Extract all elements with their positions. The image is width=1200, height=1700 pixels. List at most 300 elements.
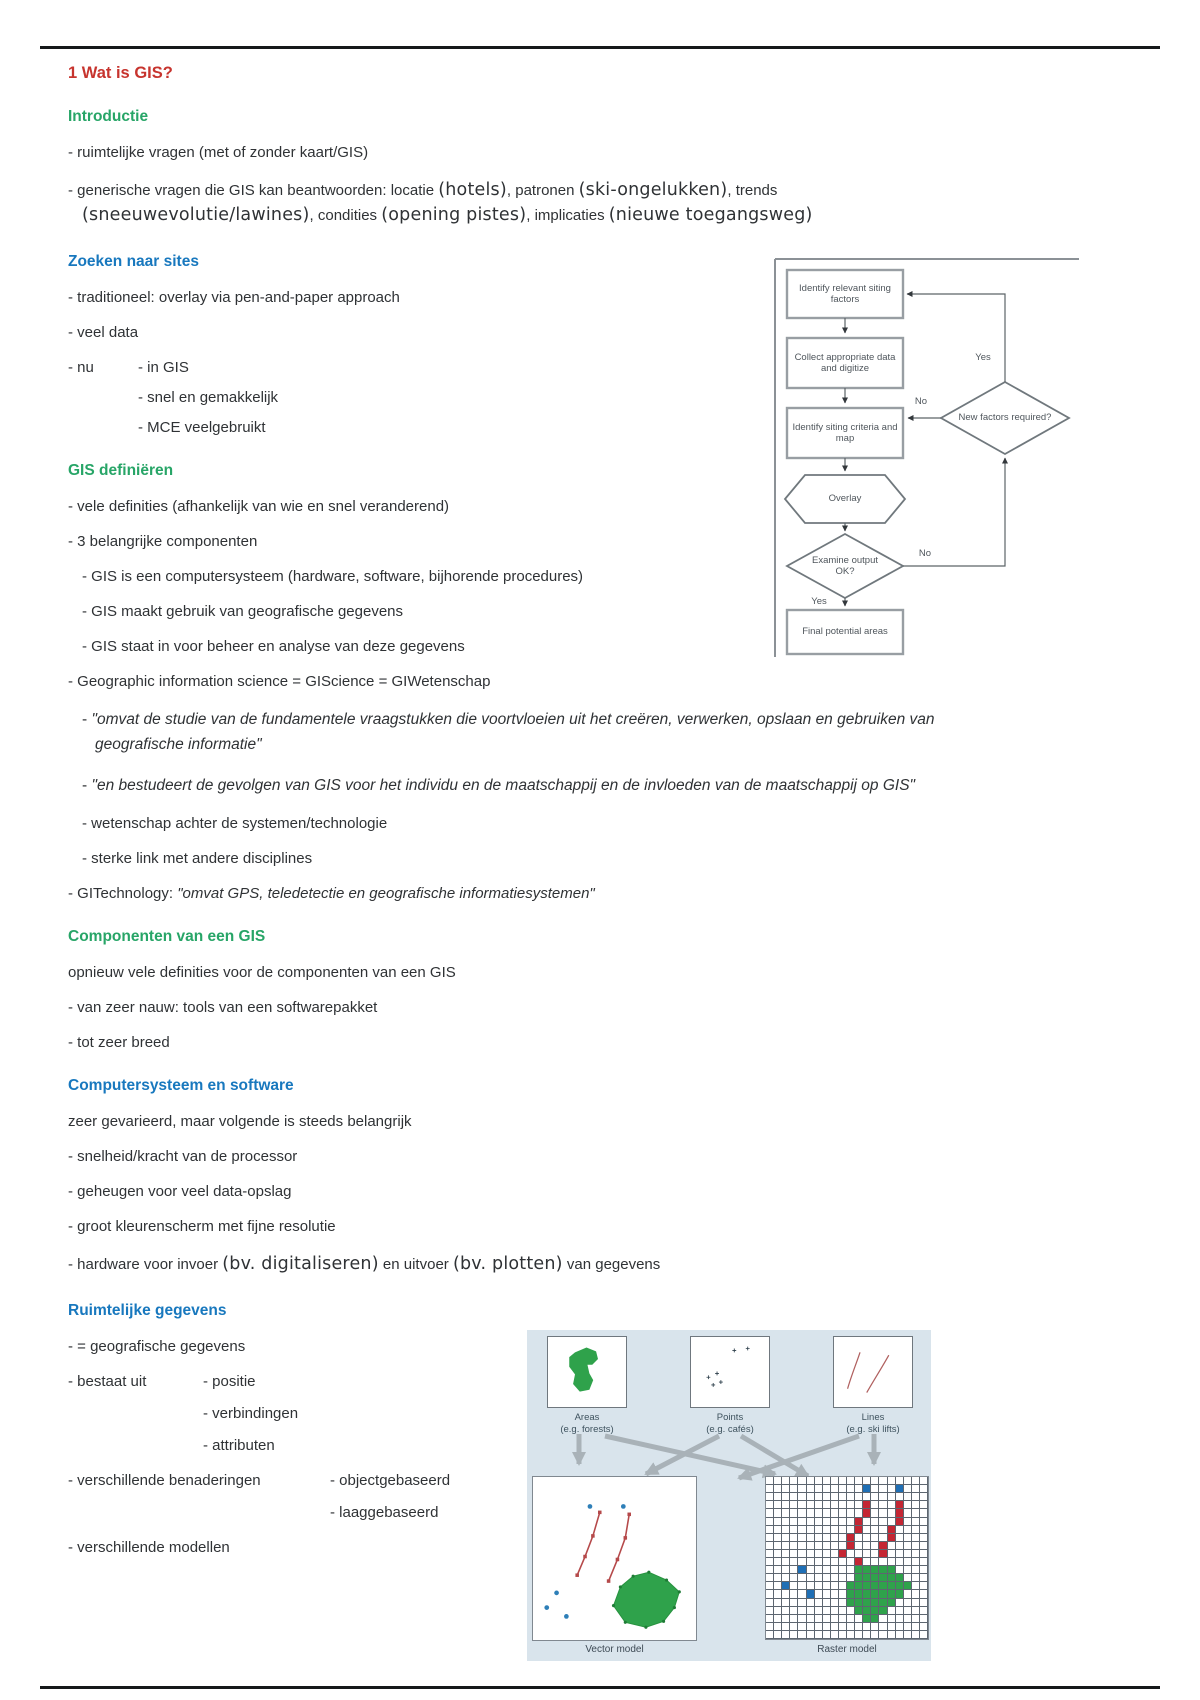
raster-cell — [831, 1534, 839, 1542]
raster-cell — [896, 1493, 904, 1501]
raster-cell — [920, 1477, 928, 1485]
raster-cell — [823, 1582, 831, 1590]
raster-cell — [896, 1550, 904, 1558]
raster-cell — [904, 1615, 912, 1623]
raster-cell — [920, 1623, 928, 1631]
raster-cell — [831, 1607, 839, 1615]
raster-cell — [871, 1493, 879, 1501]
raster-cell — [904, 1518, 912, 1526]
raster-cell — [888, 1550, 896, 1558]
raster-cell — [782, 1518, 790, 1526]
raster-cell — [855, 1631, 863, 1639]
raster-cell — [815, 1599, 823, 1607]
raster-cell — [847, 1550, 855, 1558]
raster-cell — [798, 1509, 806, 1517]
raster-cell — [798, 1615, 806, 1623]
raster-cell — [782, 1534, 790, 1542]
raster-cell — [766, 1558, 774, 1566]
raster-cell — [879, 1501, 887, 1509]
raster-cell — [847, 1526, 855, 1534]
raster-cell — [888, 1542, 896, 1550]
raster-cell — [871, 1599, 879, 1607]
sub-bullet-attributen: - attributen — [203, 1437, 275, 1454]
raster-cell — [807, 1574, 815, 1582]
raster-cell — [879, 1542, 887, 1550]
raster-cell — [912, 1558, 920, 1566]
raster-cell — [912, 1509, 920, 1517]
raster-cell — [847, 1558, 855, 1566]
raster-cell — [831, 1485, 839, 1493]
bullet-nu-label: - nu — [68, 359, 94, 376]
raster-cell — [774, 1631, 782, 1639]
raster-cell — [847, 1574, 855, 1582]
raster-cell — [904, 1526, 912, 1534]
raster-cell — [766, 1631, 774, 1639]
raster-cell — [774, 1526, 782, 1534]
raster-cell — [912, 1477, 920, 1485]
raster-cell — [790, 1542, 798, 1550]
raster-cell — [863, 1542, 871, 1550]
raster-cell — [879, 1509, 887, 1517]
raster-cell — [847, 1509, 855, 1517]
raster-cell — [920, 1615, 928, 1623]
raster-cell — [855, 1558, 863, 1566]
raster-cell — [855, 1590, 863, 1598]
raster-cell — [871, 1582, 879, 1590]
vector-model-panel — [532, 1476, 697, 1641]
bullet-bestaat-label: - bestaat uit — [68, 1373, 147, 1390]
raster-cell — [831, 1582, 839, 1590]
raster-cell — [879, 1558, 887, 1566]
raster-cell — [896, 1615, 904, 1623]
raster-cell — [888, 1493, 896, 1501]
raster-cell — [782, 1574, 790, 1582]
heading-zoeken-naar-sites: Zoeken naar sites — [68, 253, 199, 270]
page-title: 1 Wat is GIS? — [68, 64, 173, 82]
raster-cell — [912, 1574, 920, 1582]
vector-lines — [577, 1512, 629, 1581]
raster-cell — [871, 1534, 879, 1542]
raster-cell — [790, 1607, 798, 1615]
raster-cell — [831, 1623, 839, 1631]
raster-cell — [807, 1582, 815, 1590]
sub-bullet-geografische-gegevens: - GIS maakt gebruik van geografische gegevens — [82, 603, 404, 620]
raster-cell — [888, 1574, 896, 1582]
raster-cell — [815, 1607, 823, 1615]
raster-cell — [904, 1607, 912, 1615]
raster-cell — [839, 1534, 847, 1542]
text-segment: "en bestudeert de gevolgen van GIS voor het individu en de maatschappij en de invloeden van de maatschappij op GIS" — [91, 777, 916, 794]
raster-cell — [823, 1566, 831, 1574]
raster-cell — [782, 1477, 790, 1485]
raster-cell — [782, 1526, 790, 1534]
bullet-giscience: - Geographic information science = GIScience = GIWetenschap — [68, 673, 491, 690]
raster-cell — [798, 1558, 806, 1566]
green-area-blob — [569, 1348, 598, 1392]
raster-cell — [823, 1542, 831, 1550]
raster-cell — [920, 1526, 928, 1534]
areas-caption-label: Areas — [574, 1412, 600, 1423]
raster-cell — [920, 1493, 928, 1501]
text-segment: - — [82, 711, 92, 728]
raster-cell — [782, 1615, 790, 1623]
raster-cell — [790, 1501, 798, 1509]
quote-en-bestudeert — [68, 773, 948, 798]
raster-cell — [839, 1566, 847, 1574]
raster-cell — [904, 1558, 912, 1566]
raster-cell — [831, 1509, 839, 1517]
raster-cell — [863, 1477, 871, 1485]
raster-cell — [839, 1477, 847, 1485]
raster-cell — [807, 1493, 815, 1501]
lines-sample-box — [833, 1336, 913, 1408]
raster-cell — [807, 1623, 815, 1631]
raster-cell — [815, 1534, 823, 1542]
raster-cell — [790, 1534, 798, 1542]
raster-cell — [839, 1631, 847, 1639]
raster-cell — [823, 1477, 831, 1485]
raster-cell — [831, 1493, 839, 1501]
raster-cell — [920, 1534, 928, 1542]
points-sample-box — [690, 1336, 770, 1408]
raster-cell — [766, 1615, 774, 1623]
bullet-gitechnology — [68, 884, 1080, 903]
raster-cell — [863, 1518, 871, 1526]
raster-cell — [839, 1493, 847, 1501]
raster-cell — [904, 1509, 912, 1517]
bullet-snelheid: - snelheid/kracht van de processor — [68, 1148, 298, 1165]
raster-cell — [912, 1485, 920, 1493]
raster-cell — [782, 1582, 790, 1590]
raster-cell — [920, 1550, 928, 1558]
raster-cell — [888, 1623, 896, 1631]
sub-bullet-in-gis: - in GIS — [138, 359, 189, 376]
raster-cell — [896, 1574, 904, 1582]
raster-cell — [847, 1599, 855, 1607]
raster-cell — [847, 1623, 855, 1631]
raster-cell — [766, 1493, 774, 1501]
raster-cell — [847, 1501, 855, 1509]
raster-cell — [888, 1590, 896, 1598]
raster-cell — [807, 1558, 815, 1566]
raster-cell — [766, 1607, 774, 1615]
raster-cell — [831, 1566, 839, 1574]
bullet-kleurenscherm: - groot kleurenscherm met fijne resolutie — [68, 1218, 336, 1235]
raster-cell — [839, 1582, 847, 1590]
raster-cell — [847, 1631, 855, 1639]
raster-cell — [847, 1477, 855, 1485]
raster-cell — [912, 1615, 920, 1623]
raster-cell — [774, 1509, 782, 1517]
raster-cell — [790, 1558, 798, 1566]
text-segment: , condities — [309, 207, 382, 224]
raster-cell — [790, 1590, 798, 1598]
raster-cell — [823, 1534, 831, 1542]
flowchart-label-examine-output: Examine output OK? — [811, 554, 878, 577]
raster-cell — [807, 1485, 815, 1493]
raster-cell — [847, 1566, 855, 1574]
raster-cell — [896, 1558, 904, 1566]
text-segment: - generische vragen die GIS kan beantwoorden: locatie — [68, 182, 439, 199]
raster-cell — [839, 1518, 847, 1526]
raster-cell — [782, 1590, 790, 1598]
vector-model-graphic — [533, 1477, 695, 1639]
raster-cell — [879, 1623, 887, 1631]
raster-cell — [879, 1599, 887, 1607]
raster-cell — [839, 1558, 847, 1566]
raster-cell — [774, 1574, 782, 1582]
raster-cell — [879, 1477, 887, 1485]
sub-bullet-objectgebaseerd: - objectgebaseerd — [330, 1472, 451, 1489]
text-segment: , implicaties — [526, 207, 609, 224]
text-segment: en uitvoer — [378, 1256, 453, 1273]
raster-cell — [863, 1599, 871, 1607]
sub-bullet-beheer-analyse: - GIS staat in voor beheer en analyse van deze gegevens — [82, 638, 465, 655]
raster-cell — [782, 1566, 790, 1574]
raster-cell — [823, 1623, 831, 1631]
raster-cell — [831, 1574, 839, 1582]
raster-cell — [879, 1607, 887, 1615]
vector-area-polygon — [614, 1572, 680, 1627]
flowchart-tag-yes-top: Yes — [975, 352, 991, 363]
raster-cell — [766, 1599, 774, 1607]
raster-cell — [920, 1574, 928, 1582]
raster-cell — [920, 1518, 928, 1526]
raster-cell — [815, 1582, 823, 1590]
raster-cell — [879, 1534, 887, 1542]
raster-cell — [823, 1631, 831, 1639]
raster-cell — [798, 1485, 806, 1493]
raster-cell — [815, 1485, 823, 1493]
raster-cell — [766, 1534, 774, 1542]
raster-cell — [912, 1518, 920, 1526]
raster-cell — [815, 1574, 823, 1582]
raster-cell — [904, 1542, 912, 1550]
raster-cell — [912, 1607, 920, 1615]
raster-cell — [790, 1509, 798, 1517]
areas-sample-box — [547, 1336, 627, 1408]
raster-cell — [823, 1558, 831, 1566]
raster-cell — [920, 1509, 928, 1517]
raster-cell — [888, 1526, 896, 1534]
raster-cell — [871, 1501, 879, 1509]
raster-cell — [766, 1566, 774, 1574]
bottom-rule — [40, 1686, 1160, 1689]
raster-cell — [863, 1582, 871, 1590]
raster-cell — [798, 1631, 806, 1639]
raster-cell — [896, 1590, 904, 1598]
raster-cell — [879, 1582, 887, 1590]
raster-cell — [904, 1590, 912, 1598]
sub-bullet-positie: - positie — [203, 1373, 256, 1390]
vector-points — [544, 1504, 625, 1619]
raster-cell — [766, 1526, 774, 1534]
raster-cell — [839, 1509, 847, 1517]
raster-cell — [798, 1566, 806, 1574]
raster-cell — [831, 1542, 839, 1550]
raster-cell — [904, 1623, 912, 1631]
raster-cell — [815, 1542, 823, 1550]
raster-cell — [798, 1477, 806, 1485]
bestaat-sublist — [203, 1372, 298, 1455]
raster-cell — [807, 1534, 815, 1542]
flowchart-tag-no-bottom: No — [918, 548, 932, 559]
raster-cell — [774, 1485, 782, 1493]
raster-cell — [904, 1534, 912, 1542]
raster-cell — [863, 1534, 871, 1542]
points-graphic — [691, 1337, 768, 1406]
raster-cell — [855, 1615, 863, 1623]
raster-cell — [839, 1623, 847, 1631]
raster-cell — [871, 1590, 879, 1598]
flowchart-tag-no-left: No — [914, 396, 928, 407]
lines-caption-label: Lines — [861, 1412, 885, 1423]
raster-cell — [904, 1574, 912, 1582]
raster-cell — [823, 1607, 831, 1615]
raster-cell — [871, 1615, 879, 1623]
raster-cell — [807, 1566, 815, 1574]
raster-cell — [798, 1534, 806, 1542]
raster-cell — [879, 1615, 887, 1623]
raster-cell — [904, 1631, 912, 1639]
points-caption — [678, 1412, 782, 1435]
raster-cell — [896, 1542, 904, 1550]
raster-cell — [815, 1631, 823, 1639]
raster-cell — [782, 1550, 790, 1558]
raster-cell — [871, 1631, 879, 1639]
sub-bullet-verbindingen: - verbindingen — [203, 1405, 299, 1422]
raster-cell — [912, 1566, 920, 1574]
raster-cell — [782, 1485, 790, 1493]
raster-cell — [904, 1599, 912, 1607]
raster-cell — [855, 1582, 863, 1590]
raster-cell — [790, 1526, 798, 1534]
raster-cell — [798, 1526, 806, 1534]
text-segment: "omvat GPS, teledetectie en geografische informatiesystemen" — [177, 885, 595, 902]
raster-cell — [863, 1607, 871, 1615]
raster-cell — [871, 1526, 879, 1534]
raster-cell — [807, 1599, 815, 1607]
raster-cell — [839, 1599, 847, 1607]
raster-cell — [896, 1534, 904, 1542]
raster-cell — [823, 1485, 831, 1493]
raster-cell — [912, 1493, 920, 1501]
raster-cell — [855, 1623, 863, 1631]
bullet-van-zeer-nauw: - van zeer nauw: tools van een softwarepakket — [68, 999, 378, 1016]
heading-introductie: Introductie — [68, 108, 149, 125]
raster-cell — [888, 1582, 896, 1590]
raster-cell — [774, 1582, 782, 1590]
raster-cell — [823, 1501, 831, 1509]
raster-cell — [920, 1631, 928, 1639]
raster-cell — [871, 1542, 879, 1550]
raster-cell — [896, 1631, 904, 1639]
raster-cell — [871, 1607, 879, 1615]
flowchart-label-new-factors: New factors required? — [958, 412, 1052, 424]
raster-cell — [847, 1590, 855, 1598]
raster-cell — [904, 1485, 912, 1493]
raster-cell — [863, 1574, 871, 1582]
text-segment: , trends — [727, 182, 778, 199]
quote-omvat-studie — [68, 707, 948, 757]
raster-cell — [831, 1501, 839, 1509]
raster-cell — [847, 1607, 855, 1615]
text-segment: "omvat de studie van de fundamentele vraagstukken die voortvloeien uit het creëren, verwerken, opslaan en gebruiken van geografische informatie" — [91, 711, 935, 753]
heading-componenten: Componenten van een GIS — [68, 928, 266, 945]
raster-cell — [815, 1493, 823, 1501]
text-segment: (opening pistes) — [381, 205, 527, 225]
flowchart-label-overlay: Overlay — [828, 493, 862, 505]
flowchart-label-final-areas: Final potential areas — [802, 626, 888, 638]
raster-cell — [871, 1477, 879, 1485]
flowchart-label-identify-factors: Identify relevant siting factors — [799, 282, 891, 305]
raster-cell — [790, 1631, 798, 1639]
raster-cell — [896, 1607, 904, 1615]
raster-cell — [879, 1550, 887, 1558]
raster-cell — [823, 1590, 831, 1598]
raster-cell — [790, 1615, 798, 1623]
raster-cell — [920, 1566, 928, 1574]
raster-cell — [879, 1526, 887, 1534]
raster-cell — [888, 1615, 896, 1623]
raster-cell — [912, 1623, 920, 1631]
raster-cell — [831, 1477, 839, 1485]
raster-cell — [782, 1623, 790, 1631]
raster-cell — [766, 1623, 774, 1631]
raster-cell — [815, 1615, 823, 1623]
raster-cell — [863, 1501, 871, 1509]
raster-cell — [823, 1574, 831, 1582]
raster-cell — [855, 1501, 863, 1509]
raster-cell — [839, 1550, 847, 1558]
raster-cell — [855, 1485, 863, 1493]
bullet-geografische-gegevens: - = geografische gegevens — [68, 1338, 246, 1355]
heading-ruimtelijke-gegevens: Ruimtelijke gegevens — [68, 1302, 227, 1319]
raster-cell — [896, 1566, 904, 1574]
raster-cell — [782, 1607, 790, 1615]
raster-cell — [920, 1485, 928, 1493]
siting-flowchart — [705, 232, 1090, 657]
raster-cell — [888, 1485, 896, 1493]
raster-cell — [896, 1599, 904, 1607]
raster-cell — [774, 1599, 782, 1607]
raster-cell — [815, 1509, 823, 1517]
raster-cell — [823, 1526, 831, 1534]
raster-cell — [815, 1518, 823, 1526]
raster-cell — [879, 1493, 887, 1501]
raster-cell — [831, 1550, 839, 1558]
raster-cell — [839, 1485, 847, 1493]
raster-cell — [855, 1518, 863, 1526]
flowchart-tag-yes-bottom: Yes — [811, 596, 827, 607]
raster-cell — [896, 1518, 904, 1526]
raster-cell — [904, 1550, 912, 1558]
raster-cell — [855, 1599, 863, 1607]
raster-cell — [863, 1623, 871, 1631]
raster-cell — [790, 1574, 798, 1582]
text-segment: - hardware voor invoer — [68, 1256, 223, 1273]
raster-cell — [888, 1518, 896, 1526]
raster-cell — [888, 1534, 896, 1542]
raster-cell — [847, 1534, 855, 1542]
raster-cell — [871, 1574, 879, 1582]
raster-cell — [766, 1590, 774, 1598]
flowchart-label-collect-data: Collect appropriate data and digitize — [794, 351, 896, 374]
bullet-hardware-invoer — [68, 1252, 1080, 1277]
raster-cell — [807, 1631, 815, 1639]
bullet-verschillende-modellen: - verschillende modellen — [68, 1539, 230, 1556]
sub-bullet-mce: - MCE veelgebruikt — [138, 419, 266, 436]
